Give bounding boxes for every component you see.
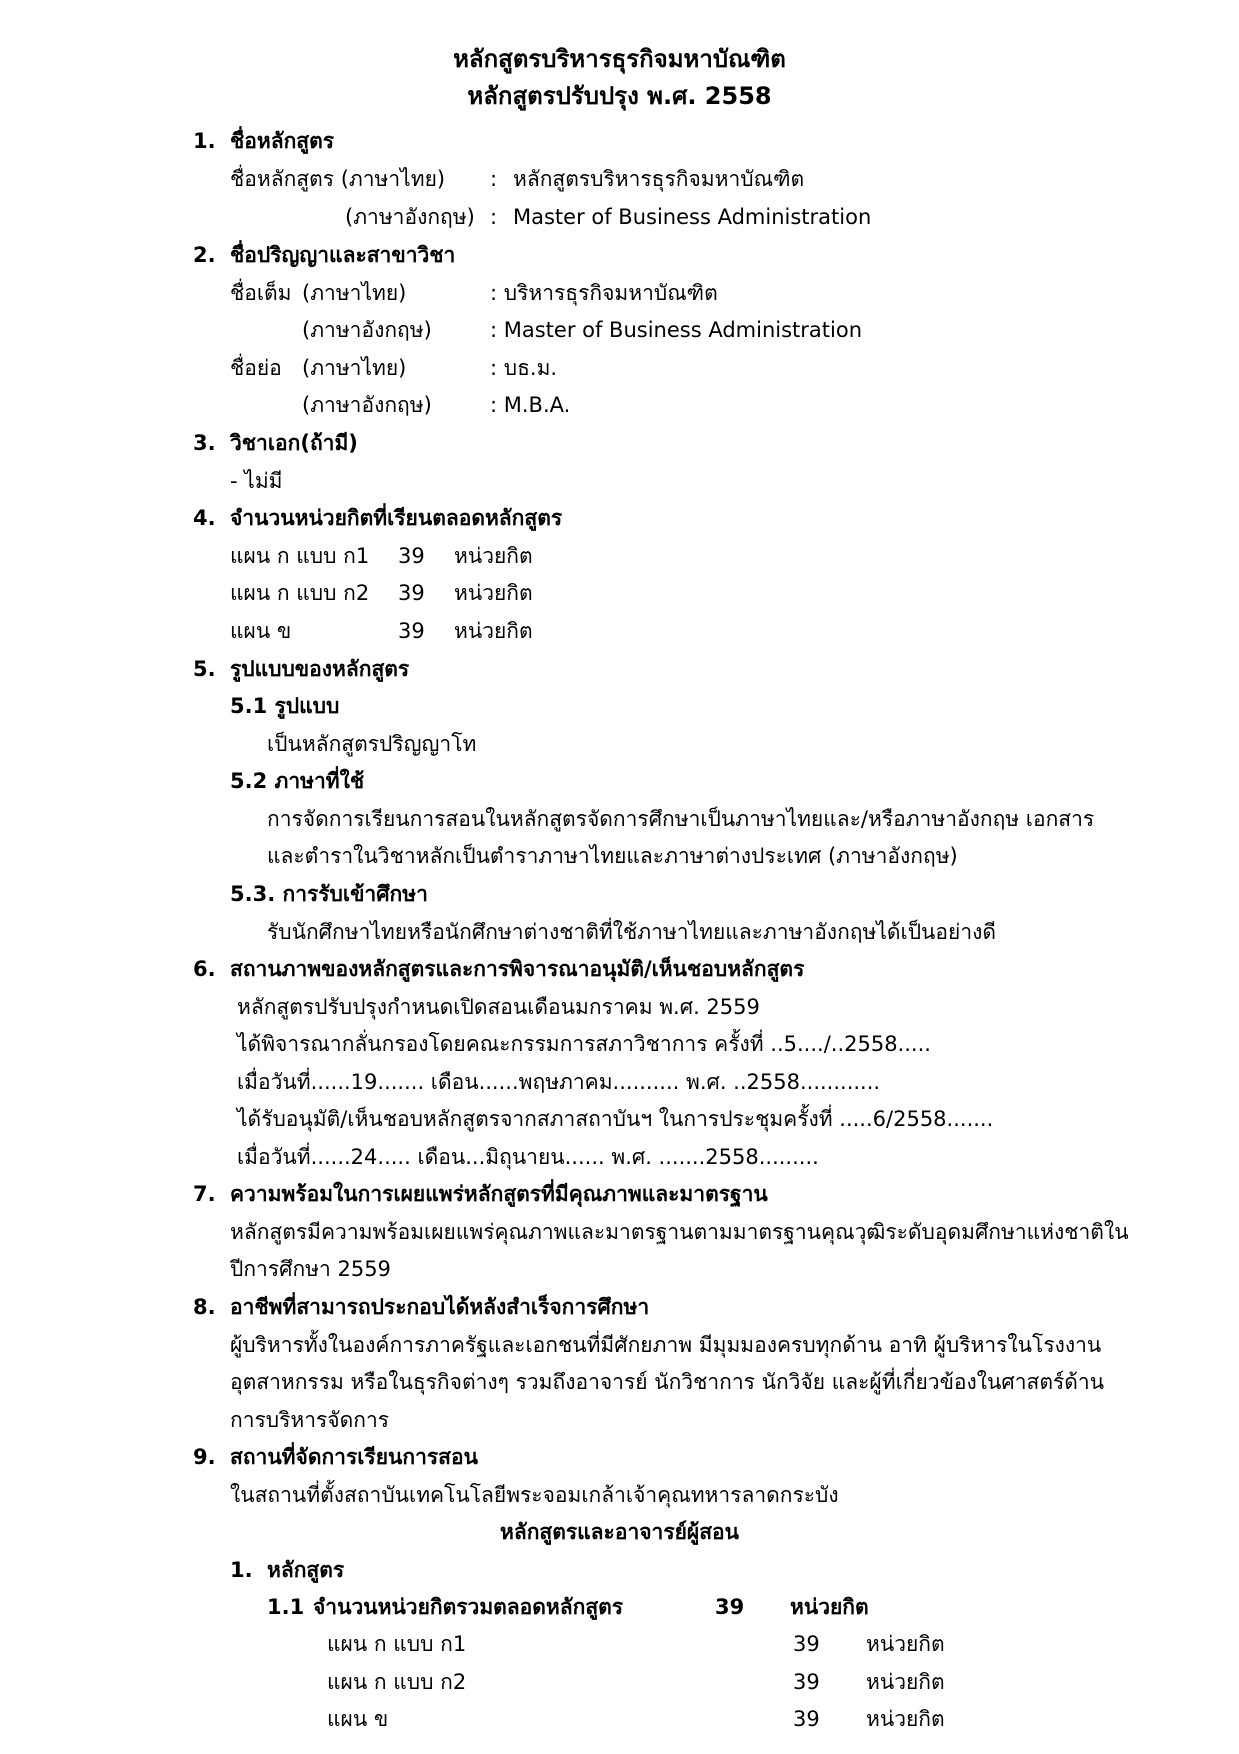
degree-full-th-value: : บริหารธุรกิจมหาบัณฑิต [490,281,718,305]
course-name-en-value: Master of Business Administration [513,205,872,229]
total-credits-unit: หน่วยกิต [790,1595,869,1619]
plan-credits: 39 [793,1707,820,1731]
plan-unit: หน่วยกิต [454,619,533,643]
degree-abbr-en-label: (ภาษาอังกฤษ) [302,393,432,417]
degree-abbr-th-value: : บธ.ม. [490,356,558,380]
major-value: - ไม่มี [230,469,283,493]
subsection-5-3-heading: 5.3. การรับเข้าศึกษา [230,882,428,906]
career-line: อุตสาหกรรม หรือในธุรกิจต่างๆ รวมถึงอาจารย์ นักวิชาการ นักวิจัย และผู้ที่เกี่ยวข้องในศาสตร์ด้าน [230,1370,1105,1394]
plan-credits: 39 [793,1670,820,1694]
plan-credits: 39 [398,544,425,568]
degree-full-en-value: : Master of Business Administration [490,318,863,342]
location-text: ในสถานที่ตั้งสถาบันเทคโนโลยีพระจอมเกล้าเจ้าคุณทหารลาดกระบัง [230,1483,839,1507]
course-name-th-value: หลักสูตรบริหารธุรกิจมหาบัณฑิต [513,167,805,191]
career-line: ผู้บริหารทั้งในองค์การภาครัฐและเอกชนที่มีศักยภาพ มีมุมมองครบทุกด้าน อาทิ ผู้บริหารในโรงงาน [230,1333,1102,1357]
plan-label: แผน ก แบบ ก2 [230,581,370,605]
degree-full-th-label: (ภาษาไทย) [302,281,407,305]
plan-unit: หน่วยกิต [454,581,533,605]
readiness-line: หลักสูตรมีความพร้อมเผยแพร่คุณภาพและมาตรฐานตามมาตรฐานคุณวุฒิระดับอุดมศึกษาแห่งชาติใน [230,1220,1129,1244]
doc-subtitle: หลักสูตรปรับปรุง พ.ศ. 2558 [467,82,772,110]
section-2-heading: ชื่อปริญญาและสาขาวิชา [230,243,456,267]
plan-credits: 39 [398,619,425,643]
section-9-number: 9. [193,1445,216,1469]
degree-abbr-th-label: (ภาษาไทย) [302,356,407,380]
plan-credits: 39 [793,1632,820,1656]
subsection-5-1-heading: 5.1 รูปแบบ [230,694,340,718]
section-8-number: 8. [193,1295,216,1319]
subsection-5-1-text: เป็นหลักสูตรปริญญาโท [267,732,477,756]
course-name-th-label: ชื่อหลักสูตร (ภาษาไทย) [230,167,446,191]
status-line: เมื่อวันที่......19....... เดือน......พฤษภาคม.......... พ.ศ. ..2558............ [237,1070,881,1094]
section-3-heading: วิชาเอก(ถ้ามี) [230,431,358,455]
section-6-number: 6. [193,957,216,981]
section-8-heading: อาชีพที่สามารถประกอบได้หลังสำเร็จการศึกษา [230,1295,650,1319]
subsection-5-2-line: และตำราในวิชาหลักเป็นตำราภาษาไทยและภาษาต่างประเทศ (ภาษาอังกฤษ) [267,844,958,868]
plan-unit: หน่วยกิต [454,544,533,568]
part-2-number: 1. [230,1558,253,1582]
plan-label: แผน ข [230,619,292,643]
status-line: ได้พิจารณากลั่นกรองโดยคณะกรรมการสภาวิชาการ ครั้งที่ ..5..../..2558..... [237,1032,931,1056]
part-2-sub-heading: จำนวนหน่วยกิตรวมตลอดหลักสูตร [313,1595,624,1619]
section-5-heading: รูปแบบของหลักสูตร [230,657,410,681]
section-3-number: 3. [193,431,216,455]
section-7-number: 7. [193,1182,216,1206]
subsection-5-2-heading: 5.2 ภาษาที่ใช้ [230,769,365,793]
degree-full-label: ชื่อเต็ม [230,281,292,305]
subsection-5-2-line: การจัดการเรียนการสอนในหลักสูตรจัดการศึกษาเป็นภาษาไทยและ/หรือภาษาอังกฤษ เอกสาร [267,807,1095,831]
degree-abbr-en-value: : M.B.A. [490,393,571,417]
section-9-heading: สถานที่จัดการเรียนการสอน [230,1445,478,1469]
section-2-number: 2. [193,243,216,267]
plan-label: แผน ก แบบ ก2 [327,1670,467,1694]
plan-label: แผน ก แบบ ก1 [327,1632,467,1656]
section-1-number: 1. [193,129,216,153]
section-7-heading: ความพร้อมในการเผยแพร่หลักสูตรที่มีคุณภาพและมาตรฐาน [230,1182,768,1206]
section-4-number: 4. [193,506,216,530]
part-2-heading: หลักสูตร [267,1558,345,1582]
degree-abbr-label: ชื่อย่อ [230,356,282,380]
part-2-title: หลักสูตรและอาจารย์ผู้สอน [499,1520,740,1544]
section-6-heading: สถานภาพของหลักสูตรและการพิจารณาอนุมัติ/เห็นชอบหลักสูตร [230,957,805,981]
plan-credits: 39 [398,581,425,605]
readiness-line: ปีการศึกษา 2559 [230,1257,391,1281]
subsection-5-3-text: รับนักศึกษาไทยหรือนักศึกษาต่างชาติที่ใช้ภาษาไทยและภาษาอังกฤษได้เป็นอย่างดี [267,920,997,944]
plan-unit: หน่วยกิต [866,1670,945,1694]
section-4-heading: จำนวนหน่วยกิตที่เรียนตลอดหลักสูตร [230,506,563,530]
status-line: หลักสูตรปรับปรุงกำหนดเปิดสอนเดือนมกราคม พ.ศ. 2559 [237,995,760,1019]
career-line: การบริหารจัดการ [230,1408,390,1432]
total-credits: 39 [715,1595,745,1619]
colon: : [490,205,498,229]
doc-title: หลักสูตรบริหารธุรกิจมหาบัณฑิต [453,45,786,73]
plan-label: แผน ก แบบ ก1 [230,544,370,568]
course-name-en-label: (ภาษาอังกฤษ) [345,205,475,229]
plan-label: แผน ข [327,1707,389,1731]
plan-unit: หน่วยกิต [866,1632,945,1656]
section-5-number: 5. [193,657,216,681]
colon: : [490,167,498,191]
degree-full-en-label: (ภาษาอังกฤษ) [302,318,432,342]
plan-unit: หน่วยกิต [866,1707,945,1731]
status-line: เมื่อวันที่......24..... เดือน...มิถุนายน...... พ.ศ. .......2558......... [237,1145,819,1169]
section-1-heading: ชื่อหลักสูตร [230,129,335,153]
part-2-sub-number: 1.1 [267,1595,305,1619]
status-line: ได้รับอนุมัติ/เห็นชอบหลักสูตรจากสภาสถาบันฯ ในการประชุมครั้งที่ .....6/2558....... [237,1107,994,1131]
